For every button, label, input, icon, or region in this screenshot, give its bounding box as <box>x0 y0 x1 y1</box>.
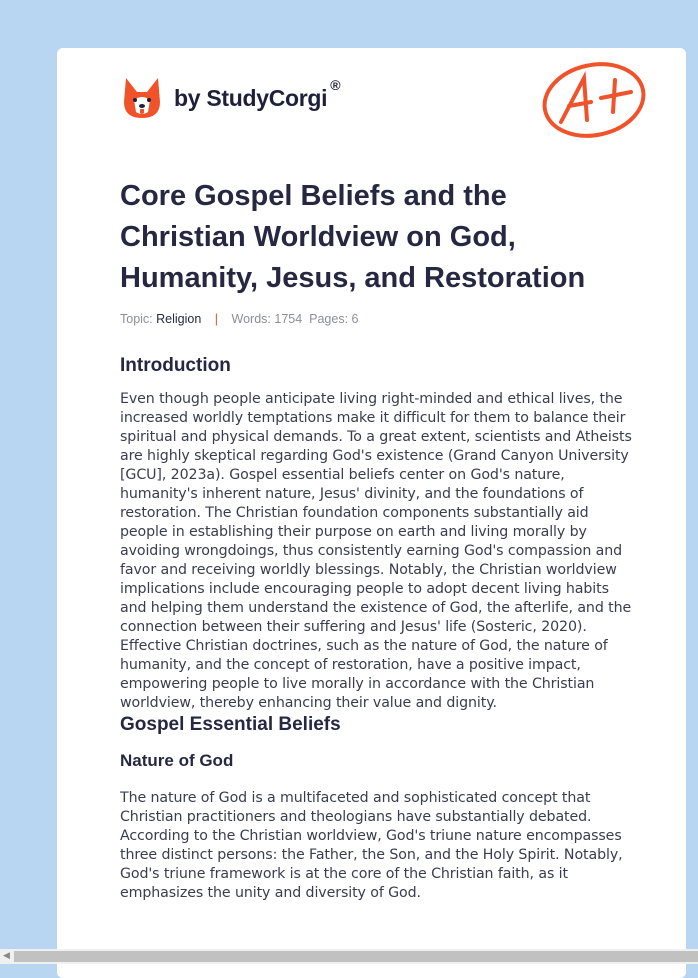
essay-meta: Topic: Religion | Words: 1754 Pages: 6 <box>120 312 359 326</box>
essay-body <box>120 354 632 903</box>
introduction-heading: Introduction <box>120 355 231 376</box>
topic-link[interactable]: Religion <box>156 312 202 326</box>
page-count: Pages: 6 <box>309 312 359 326</box>
page-title: Core Gospel Beliefs and the Christian Worldview on God, Humanity, Jesus, and Restoration <box>120 180 586 294</box>
introduction-paragraph: Even though people anticipate living right-minded and ethical lives, the increased worldly temptations make it difficult for them to balance their spiritual and physical demands. To a great extent, scientists and Atheists are highly skeptical regarding God's existence (Grand Canyon University [GCU], 2023a). Gospel essential beliefs center on God's nature, humanity's inherent nature, Jesus' divinity, and the foundations of restoration. The Christian foundation components substantially aid people in establishing their purpose on earth and living morally by avoiding wrongdoings, thus consistently earning God's compassion and favor and receiving worldly blessings. Notably, the Christian worldview implications include encouraging people to adopt decent living habits and helping them understand the existence of God, the afterlife, and the connection between their suffering and Jesus' life (Sosteric, 2020). Effective Christian doctrines, such as the nature of God, the nature of humanity, and the concept of restoration, have a positive impact, empowering people to live morally in accordance with the Christian worldview, thereby enhancing their value and dignity. <box>120 391 632 711</box>
studycorgi-logo[interactable] <box>122 76 340 120</box>
brand-name: by StudyCorgi ® <box>174 76 341 111</box>
scrollbar-thumb[interactable] <box>14 951 698 962</box>
essay-page <box>57 48 686 978</box>
word-count: Words: 1754 <box>231 312 303 326</box>
scroll-left-icon[interactable]: ◀ <box>3 951 10 961</box>
nature-of-god-heading: Nature of God <box>120 751 234 770</box>
a-plus-grade-icon <box>539 60 649 140</box>
nature-of-god-paragraph: The nature of God is a multifaceted and sophisticated concept that Christian practitioners and theologians have substantially debated. According to the Christian worldview, God's triune nature encompasses three distinct persons: the Father, the Son, and the Holy Spirit. Notably, God's triune framework is at the core of the Christian faith, as it emphasizes the unity and diversity of God. <box>120 790 623 901</box>
corgi-icon <box>122 76 162 120</box>
horizontal-scrollbar[interactable] <box>0 949 698 964</box>
gospel-beliefs-heading: Gospel Essential Beliefs <box>120 714 341 735</box>
